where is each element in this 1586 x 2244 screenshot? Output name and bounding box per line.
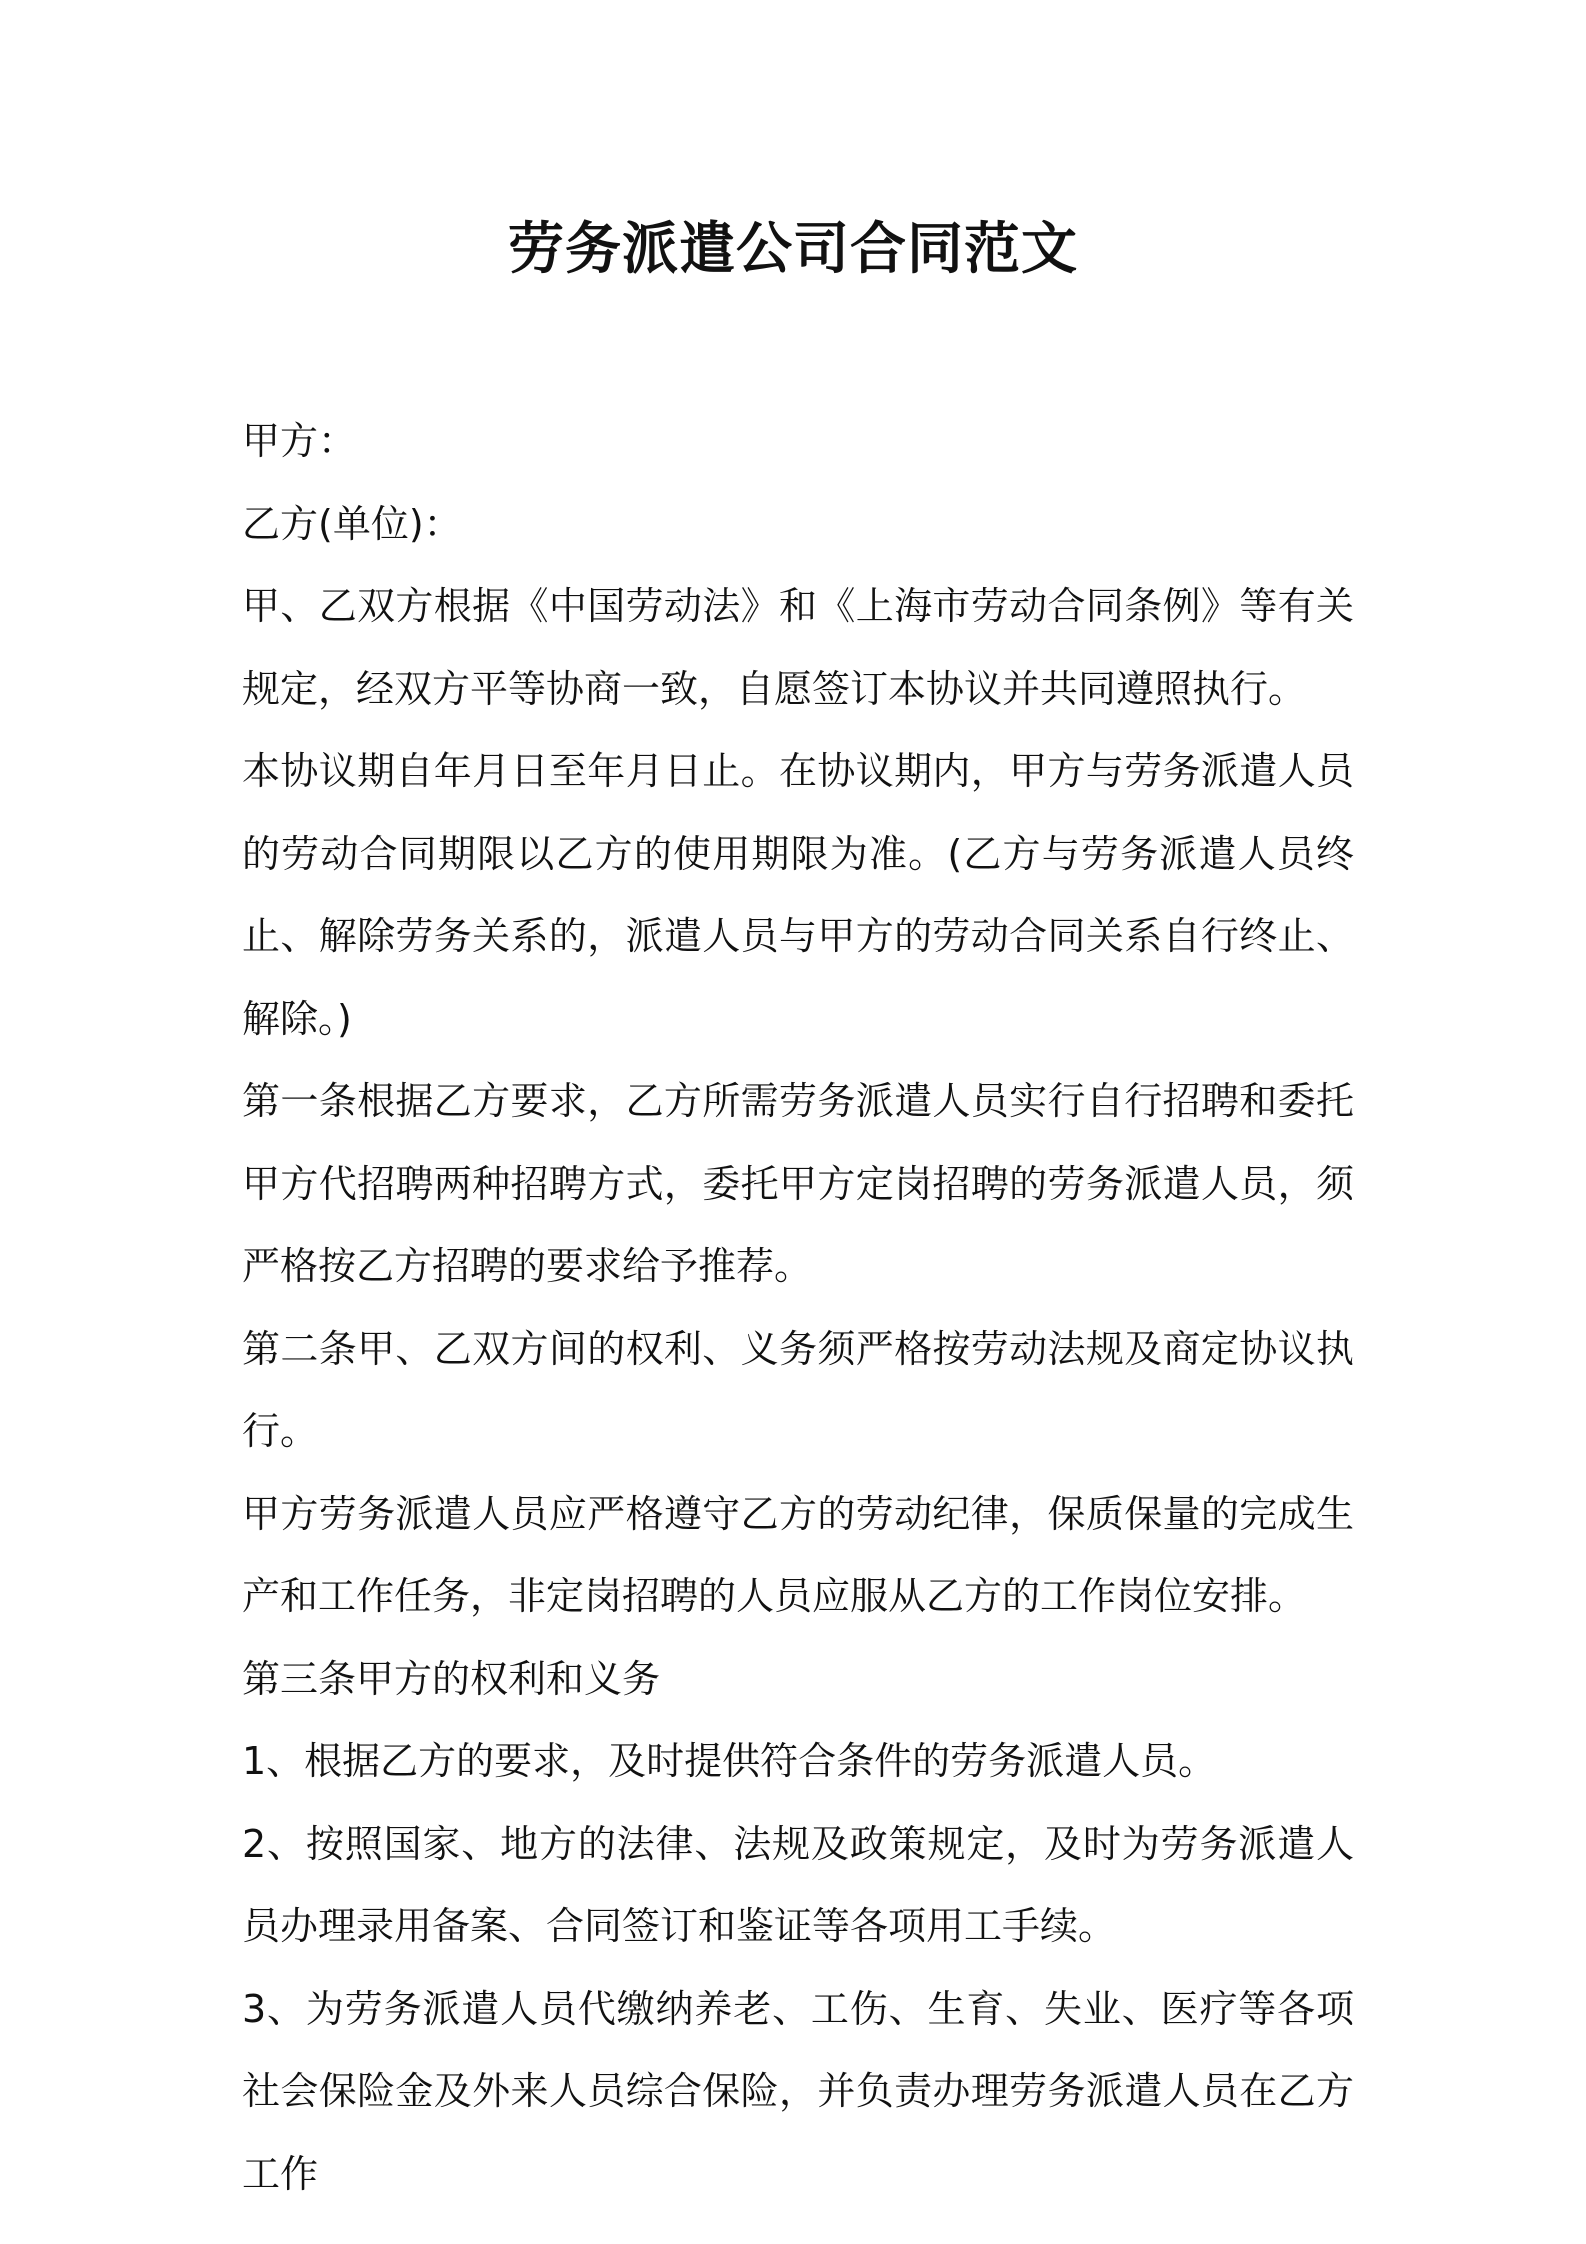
discipline-paragraph: 甲方劳务派遣人员应严格遵守乙方的劳动纪律，保质保量的完成生产和工作任务，非定岗招聘的人员应服从乙方的工作岗位安排。 (242, 1491, 1354, 1618)
document-body (242, 400, 1354, 2215)
party-b-line: 乙方(单位)： (242, 501, 462, 546)
term-paragraph: 本协议期自年月日至年月日止。在协议期内，甲方与劳务派遣人员的劳动合同期限以乙方的使用期限为准。(乙方与劳务派遣人员终止、解除劳务关系的，派遣人员与甲方的劳动合同关系自行终止、解除。) (242, 749, 1354, 1041)
article-2-paragraph: 第二条甲、乙双方间的权利、义务须严格按劳动法规及商定协议执行。 (242, 1326, 1354, 1453)
clause-2-paragraph: 2、按照国家、地方的法律、法规及政策规定，及时为劳务派遣人员办理录用备案、合同签订和鉴证等各项用工手续。 (242, 1821, 1354, 1948)
clause-3-paragraph: 3、为劳务派遣人员代缴纳养老、工伤、生育、失业、医疗等各项社会保险金及外来人员综合保险，并负责办理劳务派遣人员在乙方工作 (242, 1986, 1354, 2196)
document-title: 劳务派遣公司合同范文 (508, 217, 1078, 282)
article-1-paragraph: 第一条根据乙方要求，乙方所需劳务派遣人员实行自行招聘和委托甲方代招聘两种招聘方式，委托甲方定岗招聘的劳务派遣人员，须严格按乙方招聘的要求给予推荐。 (242, 1079, 1354, 1288)
clause-1-paragraph: 1、根据乙方的要求，及时提供符合条件的劳务派遣人员。 (242, 1739, 1217, 1783)
party-a-line: 甲方： (242, 419, 357, 463)
article-3-heading: 第三条甲方的权利和义务 (242, 1656, 661, 1701)
preamble-paragraph: 甲、乙双方根据《中国劳动法》和《上海市劳动合同条例》等有关规定，经双方平等协商一致，自愿签订本协议并共同遵照执行。 (242, 584, 1354, 711)
